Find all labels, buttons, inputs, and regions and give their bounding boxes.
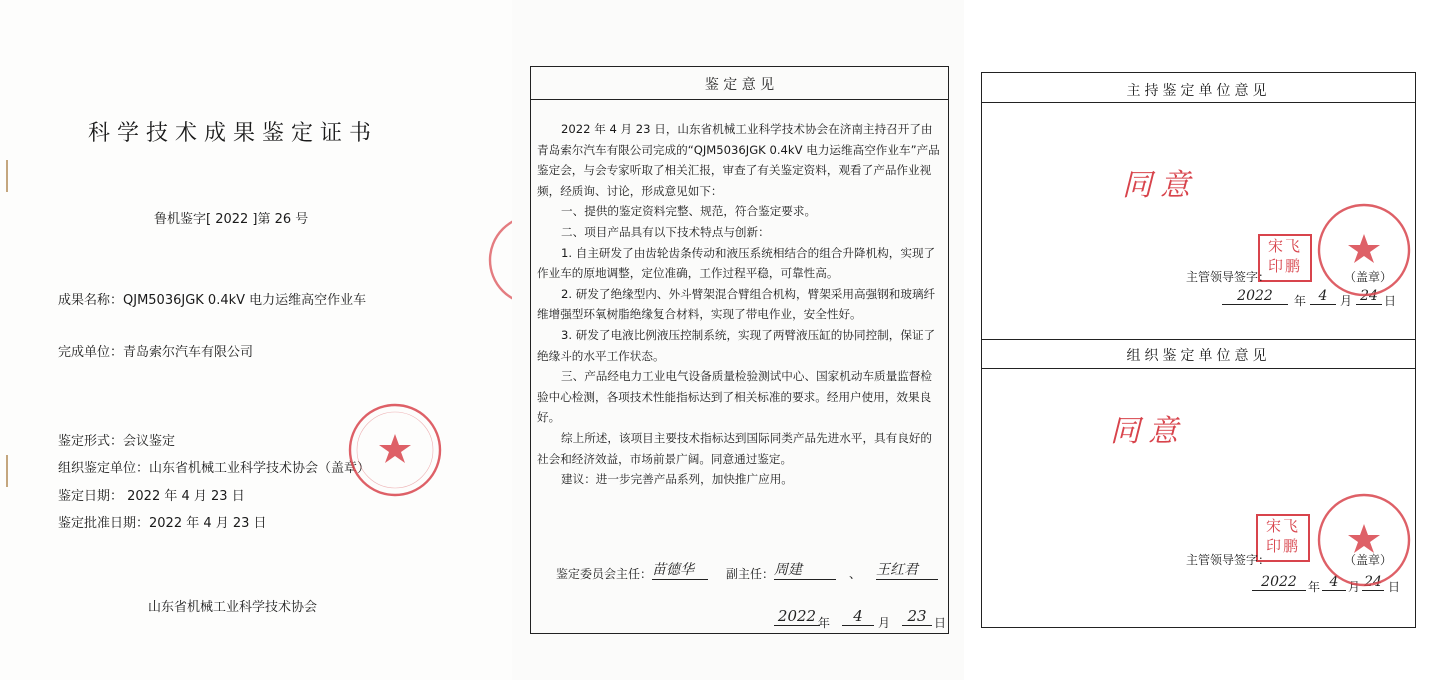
host-date-year: 2022 <box>1222 288 1288 305</box>
opinion-paragraph: 一、提供的鉴定资料完整、规范，符合鉴定要求。 <box>561 204 817 219</box>
appraisal-form: 鉴定形式：会议鉴定 <box>58 434 176 449</box>
org-date-day-unit: 日 <box>1388 580 1401 594</box>
organizing-unit: 组织鉴定单位：山东省机械工业科学技术协会（盖章） <box>58 461 371 476</box>
header-divider <box>530 99 949 100</box>
host-date-month-unit: 月 <box>1340 294 1353 308</box>
appraisal-date: 鉴定日期： 2022 年 4 月 23 日 <box>58 489 245 504</box>
opinion-paragraph: 1. 自主研发了由齿轮齿条传动和液压系统相结合的组合升降机构，实现了作业车的原地调整，定位准确，工作过程平稳，可靠性高。 <box>537 245 936 281</box>
completing-unit: 完成单位：青岛索尔汽车有限公司 <box>58 345 254 360</box>
vice-chair-label: 副主任： <box>726 567 775 581</box>
date-day: 23 <box>902 607 932 626</box>
signature-separator: 、 <box>849 567 862 581</box>
host-date-day-unit: 日 <box>1384 294 1397 308</box>
org-date-month: 4 <box>1322 574 1346 591</box>
org-date-day: 24 <box>1362 574 1384 591</box>
host-date-year-unit: 年 <box>1294 294 1307 308</box>
host-signer-label: 主管领导签字： <box>1186 270 1271 284</box>
opinion-header: 鉴 定 意 见 <box>704 77 775 93</box>
certificate-number: 鲁机鉴字[ 2022 ]第 26 号 <box>154 212 309 227</box>
org-date-year-unit: 年 <box>1308 580 1321 594</box>
host-header-divider <box>981 102 1416 103</box>
host-seal-label: （盖章） <box>1344 270 1393 284</box>
issuing-organization: 山东省机械工业科学技术协会 <box>148 600 318 615</box>
date-day-unit: 日 <box>934 616 947 630</box>
org-seal-label: （盖章） <box>1344 553 1393 567</box>
chair-signature: 苗德华 <box>652 559 708 580</box>
opinion-paragraph: 2. 研发了绝缘型内、外斗臂架混合臂组合机构，臂架采用高强钢和玻璃纤维增强型环氧树脂绝缘复合材料，实现了带电作业，安全性好。 <box>537 286 936 322</box>
host-agree-handwriting: 同意 <box>1122 168 1198 203</box>
org-date-month-unit: 月 <box>1348 580 1361 594</box>
unit-opinions-page <box>964 0 1432 680</box>
org-agree-handwriting: 同意 <box>1110 414 1186 449</box>
org-opinion-header: 组织鉴定单位意见 <box>1126 348 1271 364</box>
opinion-paragraph: 综上所述，该项目主要技术指标达到国际同类产品先进水平，具有良好的社会和经济效益，市场前景广阔。同意通过鉴定。 <box>537 430 933 466</box>
official-seal <box>345 400 445 500</box>
org-header-divider <box>981 368 1416 369</box>
vice-chair-signature: 周建 <box>774 559 836 580</box>
binder-mark <box>6 455 8 487</box>
opinion-body <box>537 119 942 490</box>
org-official-seal <box>1314 490 1414 590</box>
opinion-paragraph: 三、产品经电力工业电气设备质量检验测试中心、国家机动车质量监督检验中心检测，各项技术性能指标达到了相关标准的要求。经用户使用，效果良好。 <box>537 369 933 425</box>
host-signature-seal: 宋飞印鹏 <box>1258 234 1312 282</box>
host-date-month: 4 <box>1310 288 1336 305</box>
date-month: 4 <box>842 607 874 626</box>
opinion-paragraph: 建议：进一步完善产品系列，加快推广应用。 <box>561 472 793 487</box>
opinion-paragraph: 3. 研发了电液比例液压控制系统，实现了两臂液压缸的协同控制，保证了绝缘斗的水平工作状态。 <box>537 327 936 363</box>
date-month-unit: 月 <box>878 616 891 630</box>
certificate-page <box>0 0 512 680</box>
host-opinion-header: 主持鉴定单位意见 <box>1126 83 1271 99</box>
org-signer-label: 主管领导签字： <box>1186 553 1271 567</box>
approval-date: 鉴定批准日期：2022 年 4 月 23 日 <box>58 516 267 531</box>
vice-chair-signature: 王红君 <box>876 559 938 580</box>
opinion-paragraph: 二、项目产品具有以下技术特点与创新： <box>561 224 770 239</box>
certificate-title: 科学技术成果鉴定证书 <box>88 121 379 146</box>
date-year: 2022 <box>774 607 820 626</box>
result-name: 成果名称：QJM5036JGK 0.4kV 电力运维高空作业车 <box>58 293 367 308</box>
org-date-year: 2022 <box>1252 574 1306 591</box>
opinion-paragraph: 2022 年 4 月 23 日，山东省机械工业科学技术协会在济南主持召开了由青岛索尔汽车有限公司完成的“QJM5036JGK 0.4kV 电力运维高空作业车”产品鉴定会，与会专家听取了相关汇报，审查了有关鉴定资料，观看了产品作业视频，经质询、讨论，形成意见如下： <box>537 122 940 198</box>
host-date-day: 24 <box>1356 288 1382 305</box>
org-signature-seal: 宋飞印鹏 <box>1256 514 1310 562</box>
appraisal-opinion-page <box>512 0 964 680</box>
date-year-unit: 年 <box>818 616 831 630</box>
section-divider <box>981 339 1416 340</box>
binder-mark <box>6 160 8 192</box>
host-official-seal <box>1314 200 1414 300</box>
committee-chair-label: 鉴定委员会主任： <box>556 567 653 581</box>
